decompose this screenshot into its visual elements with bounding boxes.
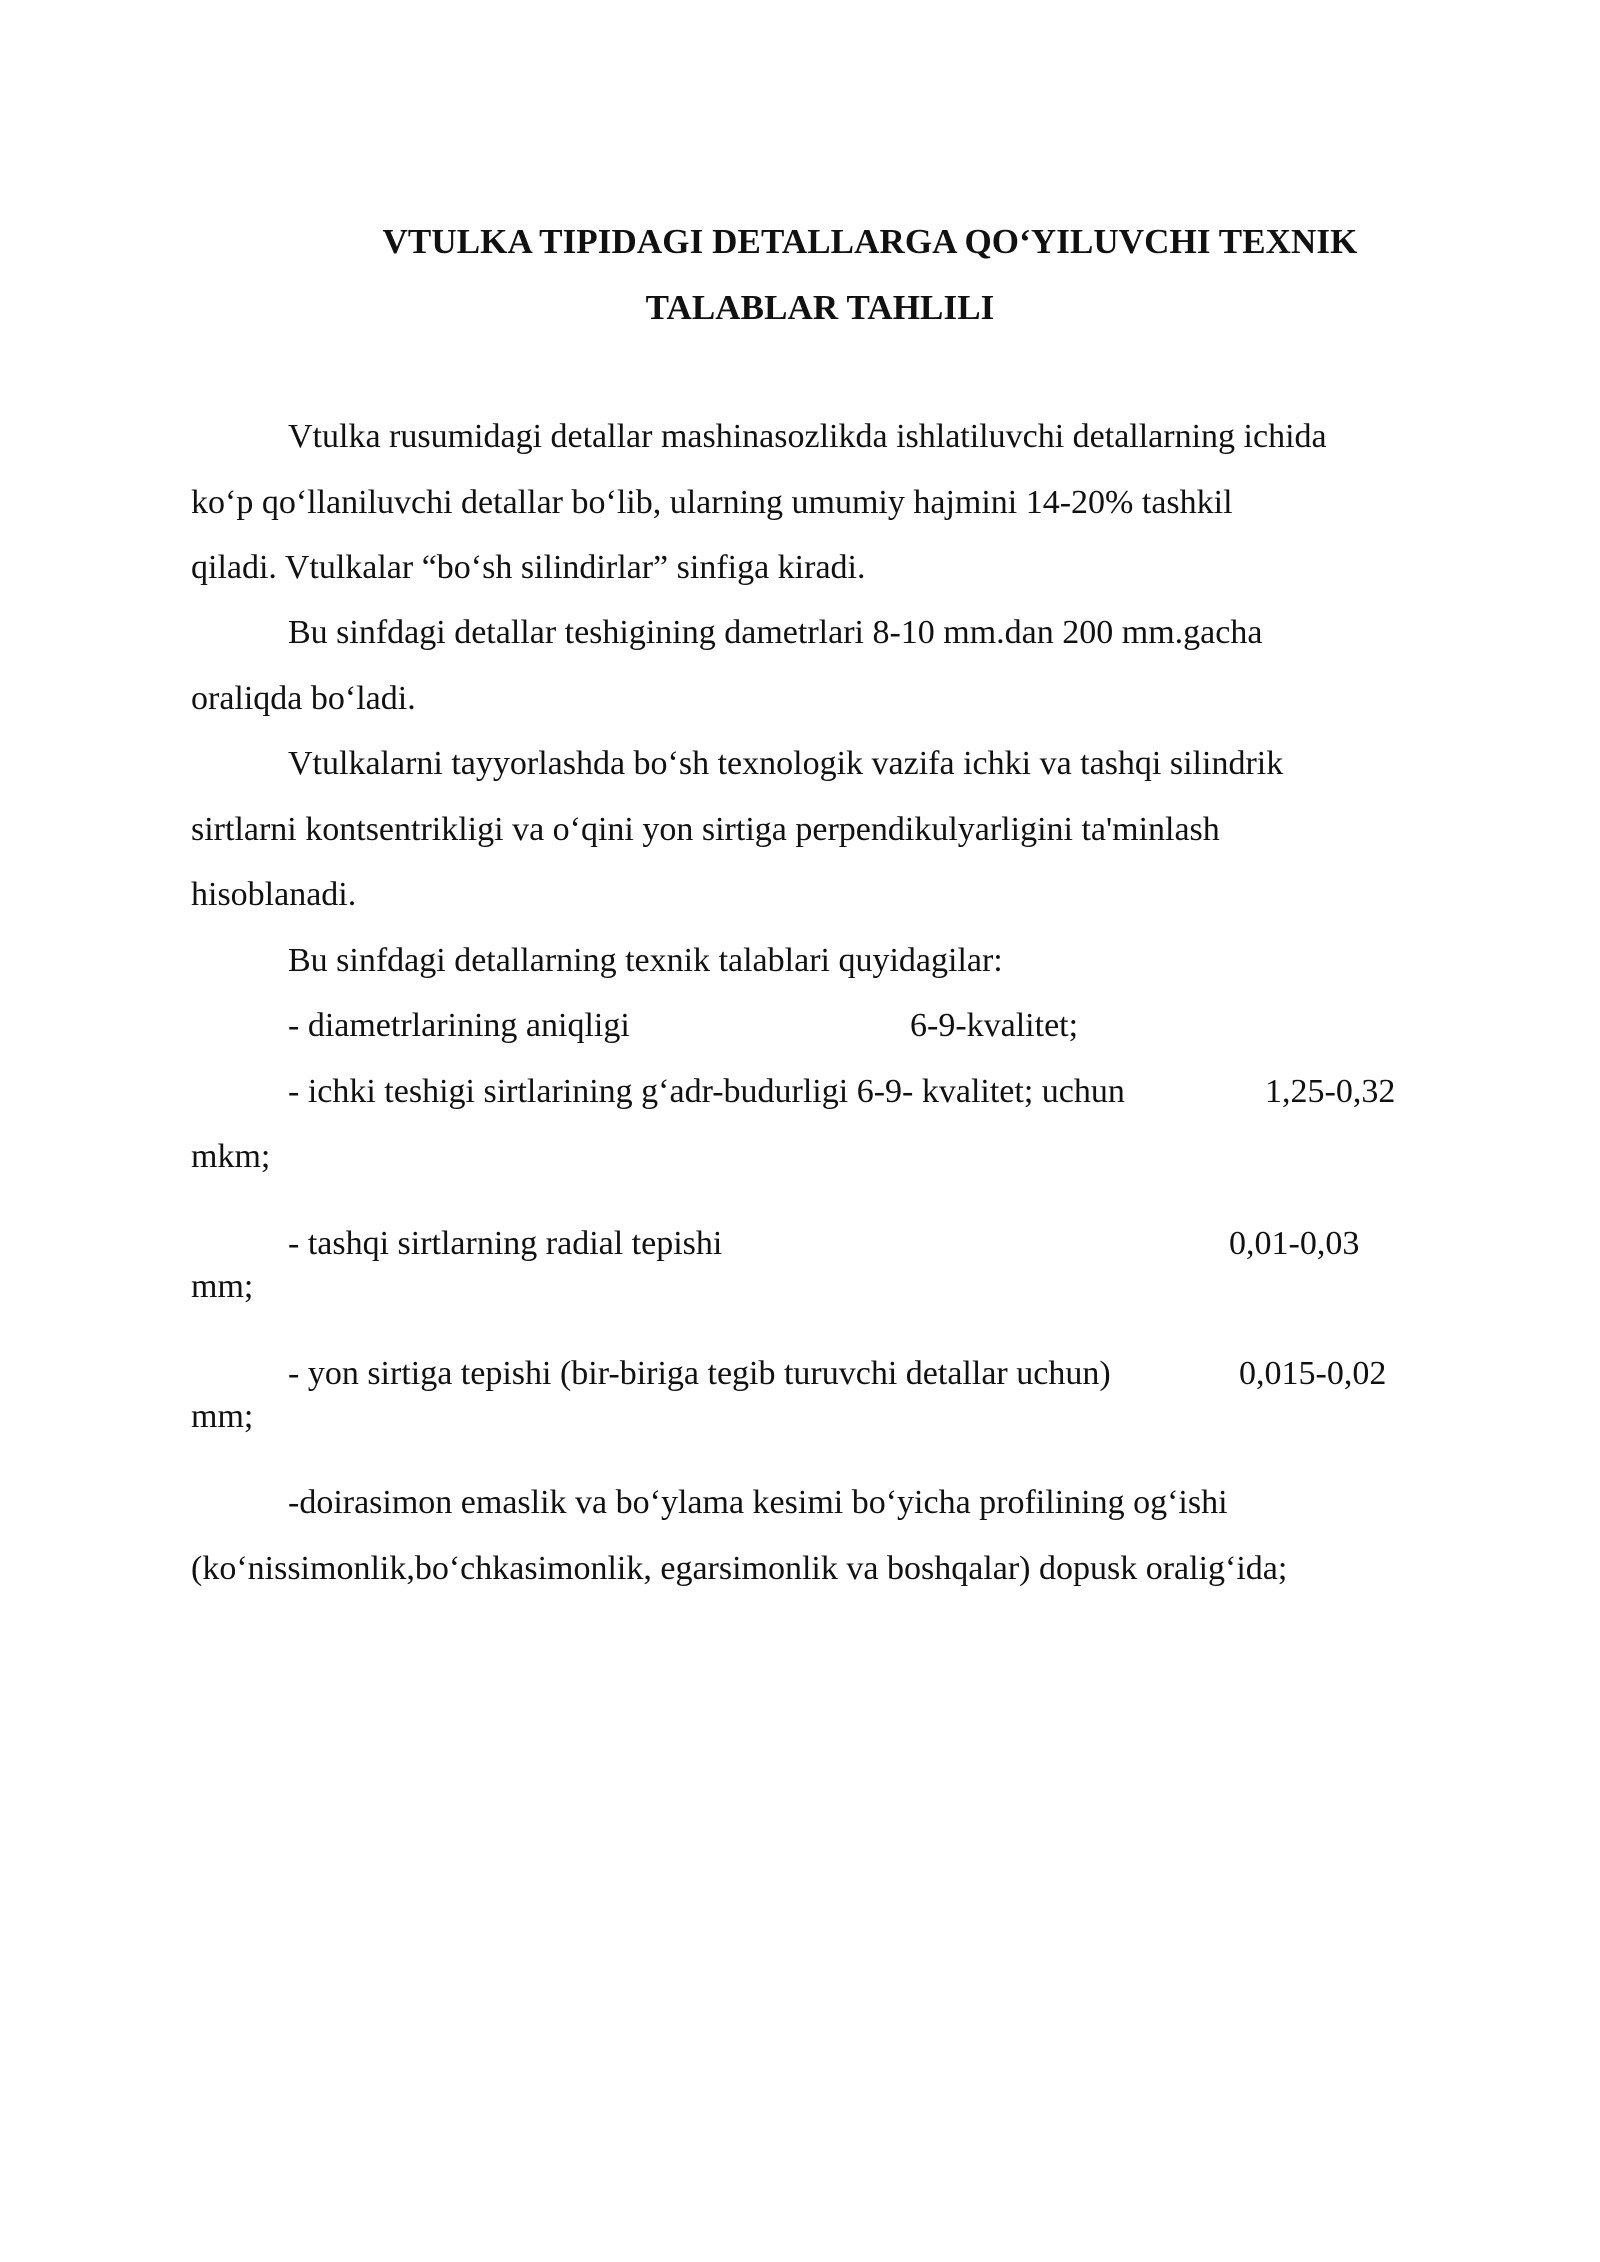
- requirement-2-value: 1,25-0,32: [1265, 1073, 1396, 1110]
- document-title-line-1: VTULKA TIPIDAGI DETALLARGA QO‘YILUVCHI TEXNIK: [382, 222, 1358, 261]
- paragraph-3-line-2: sirtlarni kontsentrikligi va o‘qini yon sirtiga perpendikulyarligini ta'minlash: [191, 811, 1220, 848]
- paragraph-3-line-1: Vtulkalarni tayyorlashda bo‘sh texnologik vazifa ichki va tashqi silindrik: [288, 745, 1284, 782]
- requirement-3-continuation: mm;: [191, 1268, 254, 1305]
- paragraph-1-line-2: ko‘p qo‘llaniluvchi detallar bo‘lib, ularning umumiy hajmini 14-20% tashkil: [191, 484, 1233, 521]
- requirement-2-label: - ichki teshigi sirtlarining g‘adr-budurligi 6-9- kvalitet; uchun: [288, 1073, 1125, 1110]
- paragraph-1-line-3: qiladi. Vtulkalar “bo‘sh silindirlar” sinfiga kiradi.: [191, 549, 866, 586]
- requirement-4-continuation: mm;: [191, 1398, 254, 1435]
- paragraph-4-line-1: Bu sinfdagi detallarning texnik talablari quyidagilar:: [288, 942, 1003, 979]
- requirement-2-continuation: mkm;: [191, 1138, 271, 1175]
- paragraph-2-line-1: Bu sinfdagi detallar teshigining dametrlari 8-10 mm.dan 200 mm.gacha: [288, 614, 1263, 651]
- requirement-3-label: - tashqi sirtlarning radial tepishi: [288, 1225, 723, 1262]
- paragraph-3-line-3: hisoblanadi.: [191, 876, 357, 913]
- paragraph-5-line-2: (ko‘nissimonlik,bo‘chkasimonlik, egarsimonlik va boshqalar) dopusk oralig‘ida;: [191, 1550, 1288, 1587]
- requirement-4-label: - yon sirtiga tepishi (bir-biriga tegib turuvchi detallar uchun): [288, 1355, 1111, 1392]
- requirement-1-value: 6-9-kvalitet;: [910, 1007, 1079, 1044]
- requirement-1-label: - diametrlarining aniqligi: [288, 1007, 630, 1044]
- paragraph-2-line-2: oraliqda bo‘ladi.: [191, 680, 416, 717]
- document-title-line-2: TALABLAR TAHLILI: [645, 288, 995, 327]
- requirement-4-value: 0,015-0,02: [1239, 1355, 1387, 1392]
- requirement-3-value: 0,01-0,03: [1229, 1225, 1360, 1262]
- paragraph-5-line-1: -doirasimon emaslik va bo‘ylama kesimi bo‘yicha profilining og‘ishi: [288, 1484, 1228, 1521]
- paragraph-1-line-1: Vtulka rusumidagi detallar mashinasozlikda ishlatiluvchi detallarning ichida: [288, 418, 1327, 455]
